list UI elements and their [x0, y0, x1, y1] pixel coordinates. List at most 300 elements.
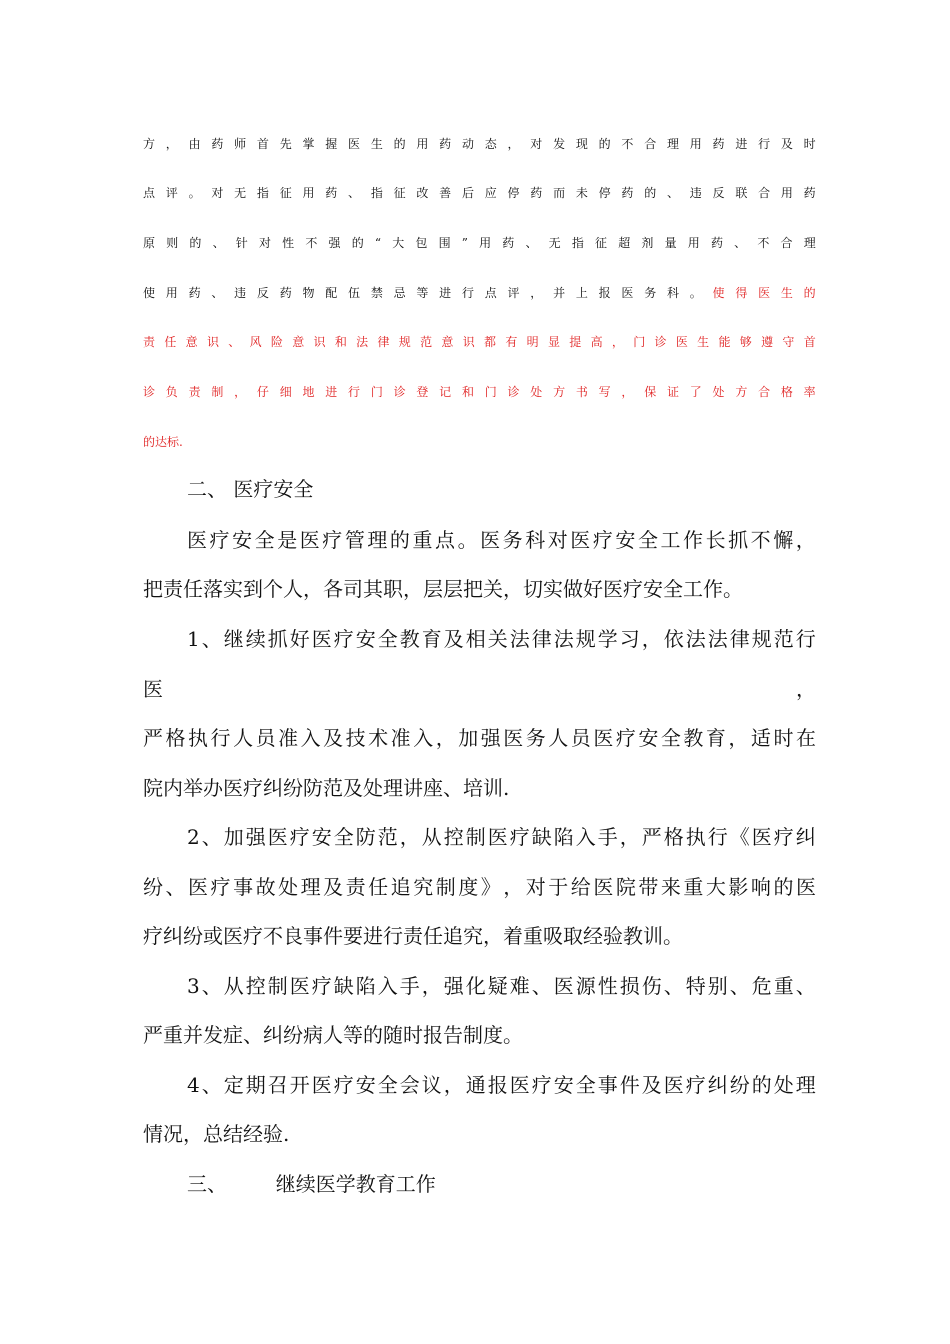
char: 、	[795, 974, 816, 998]
char: 育	[705, 726, 726, 750]
char: 、	[666, 186, 679, 200]
char: ，	[728, 726, 749, 750]
char: 技	[345, 726, 366, 750]
char: 理	[803, 236, 816, 250]
char: 医	[758, 286, 771, 300]
char: ，	[421, 974, 442, 998]
char: 写	[598, 385, 611, 399]
char: 超	[618, 236, 631, 250]
char: 剂	[641, 236, 654, 250]
char: 规	[398, 335, 411, 349]
char: 用	[689, 137, 702, 151]
char: 4	[187, 1073, 200, 1097]
char: 态	[484, 137, 497, 151]
char: 处	[773, 1073, 794, 1097]
char: 、	[228, 335, 241, 349]
list-item-1-line	[143, 675, 816, 703]
char: 的	[773, 875, 794, 899]
char: ，	[234, 385, 247, 399]
small-line-1	[143, 136, 816, 152]
char: 开	[289, 1073, 310, 1097]
char: 门	[633, 335, 646, 349]
char: 纷	[729, 1073, 750, 1097]
char: 对	[211, 186, 224, 200]
char: 陷	[553, 825, 574, 849]
char: 入	[300, 726, 321, 750]
char: 长	[705, 528, 726, 552]
char: 评	[165, 186, 178, 200]
char: 意	[185, 335, 198, 349]
char: 医	[311, 627, 332, 651]
char: 格	[663, 825, 684, 849]
char: 法	[685, 627, 706, 651]
char: 医	[348, 137, 361, 151]
char: 疗	[333, 1073, 354, 1097]
char: 《	[729, 825, 750, 849]
char: 对	[258, 236, 271, 250]
char: 》	[480, 875, 501, 899]
char: 重	[773, 974, 794, 998]
char: 药	[325, 186, 338, 200]
char: ，	[795, 528, 816, 552]
char: 点	[143, 186, 156, 200]
char: 不	[305, 236, 318, 250]
char: 责	[188, 385, 201, 399]
list-item-2-line	[143, 873, 816, 901]
heading-text: 继续医学教育工作	[275, 1172, 436, 1196]
char: 损	[619, 974, 640, 998]
char: 学	[597, 627, 618, 651]
char: 忌	[393, 286, 406, 300]
char: 事	[233, 875, 254, 899]
char: ，	[443, 1073, 464, 1097]
char: 术	[368, 726, 389, 750]
char: 准	[278, 726, 299, 750]
char: 及	[323, 726, 344, 750]
char: 责	[143, 335, 156, 349]
char: 握	[325, 137, 338, 151]
char: 理	[367, 528, 388, 552]
char: 陷	[355, 974, 376, 998]
char: 制	[211, 385, 224, 399]
char: 行	[348, 385, 361, 399]
char: ，	[611, 335, 624, 349]
char: 医	[593, 875, 614, 899]
char: 点	[484, 286, 497, 300]
char: 医	[503, 726, 524, 750]
char: 入	[413, 726, 434, 750]
char: 而	[553, 186, 566, 200]
char: 登	[416, 385, 429, 399]
char: 规	[751, 627, 772, 651]
char: 科	[525, 528, 546, 552]
char: 药	[439, 137, 452, 151]
char: 联	[735, 186, 748, 200]
char: 务	[502, 528, 523, 552]
char: 育	[421, 627, 442, 651]
char: 疗	[209, 528, 230, 552]
char: 化	[465, 974, 486, 998]
char: 工	[660, 528, 681, 552]
char: 缺	[531, 825, 552, 849]
char: 报	[598, 286, 611, 300]
char: 违	[689, 186, 702, 200]
char: 于	[548, 875, 569, 899]
char: 先	[279, 137, 292, 151]
char: 医	[751, 825, 772, 849]
char: 时	[803, 137, 816, 151]
char: 识	[462, 335, 475, 349]
char: 征	[393, 186, 406, 200]
char: 安	[355, 627, 376, 651]
char: 围	[438, 236, 451, 250]
char: 执	[188, 726, 209, 750]
char: 手	[399, 974, 420, 998]
char: 人	[233, 726, 254, 750]
char: 反	[712, 186, 725, 200]
char: 对	[547, 528, 568, 552]
char: 掌	[302, 137, 315, 151]
char: 应	[484, 186, 497, 200]
char: 药	[621, 186, 634, 200]
char: 得	[735, 286, 748, 300]
char: 务	[525, 726, 546, 750]
char: 点	[435, 528, 456, 552]
char: 理	[300, 875, 321, 899]
char: 识	[313, 335, 326, 349]
char: 、	[348, 186, 361, 200]
char: 对	[525, 875, 546, 899]
char: 源	[575, 974, 596, 998]
char: 召	[267, 1073, 288, 1097]
char: 入	[377, 974, 398, 998]
char: 依	[663, 627, 684, 651]
char: 律	[377, 335, 390, 349]
char: 够	[739, 335, 752, 349]
char: 及	[443, 627, 464, 651]
char: 现	[575, 137, 588, 151]
list-item-1-line	[187, 625, 816, 653]
char: 首	[803, 335, 816, 349]
list-item-3-line	[187, 972, 816, 1000]
char: 手	[597, 825, 618, 849]
char: 别	[707, 974, 728, 998]
char: 及	[780, 137, 793, 151]
char: 院	[615, 875, 636, 899]
char: 医	[621, 286, 634, 300]
char: 规	[575, 627, 596, 651]
char: 是	[277, 528, 298, 552]
char: 格	[780, 385, 793, 399]
char: 征	[279, 186, 292, 200]
char: 特	[685, 974, 706, 998]
char: 率	[803, 385, 816, 399]
char: 期	[245, 1073, 266, 1097]
char: 理	[795, 1073, 816, 1097]
char: 合	[644, 137, 657, 151]
char: 用	[479, 236, 492, 250]
char: 、	[201, 974, 222, 998]
char: 的	[598, 137, 611, 151]
char: 入	[575, 825, 596, 849]
char: ，	[165, 137, 178, 151]
char: 任	[164, 335, 177, 349]
text-fragment: 医	[143, 677, 163, 701]
char: 并	[553, 286, 566, 300]
char: “	[374, 236, 382, 250]
char: 医	[593, 726, 614, 750]
char: 疗	[773, 825, 794, 849]
char: 指	[571, 236, 584, 250]
char: 管	[344, 528, 365, 552]
char: 难	[509, 974, 530, 998]
char: 律	[729, 627, 750, 651]
char: 行	[758, 137, 771, 151]
char: 保	[644, 385, 657, 399]
char: 相	[465, 627, 486, 651]
char: 。	[188, 186, 201, 200]
char: 法	[707, 627, 728, 651]
small-line-3	[143, 235, 816, 251]
char: 强	[245, 825, 266, 849]
char: 高	[590, 335, 603, 349]
char: 科	[666, 286, 679, 300]
char: 继	[223, 627, 244, 651]
char: ，	[641, 627, 662, 651]
char: 生	[370, 137, 383, 151]
char: 医	[570, 528, 591, 552]
char: 的	[644, 186, 657, 200]
char: 门	[370, 385, 383, 399]
char: 强	[443, 974, 464, 998]
char: 停	[507, 186, 520, 200]
char: 则	[166, 236, 179, 250]
char: 抓	[728, 528, 749, 552]
char: 、	[165, 875, 186, 899]
char: 方	[553, 385, 566, 399]
char: 、	[734, 236, 747, 250]
char: 给	[570, 875, 591, 899]
char: 加	[458, 726, 479, 750]
char: ，	[507, 137, 520, 151]
char: 用	[780, 186, 793, 200]
char: 险	[270, 335, 283, 349]
char: 全	[575, 1073, 596, 1097]
char: 违	[234, 286, 247, 300]
char: 度	[458, 875, 479, 899]
char: 不	[750, 528, 771, 552]
char: 提	[569, 335, 582, 349]
char: 物	[302, 286, 315, 300]
char: 抓	[267, 627, 288, 651]
char: 未	[575, 186, 588, 200]
char: 医	[487, 825, 508, 849]
char: 记	[439, 385, 452, 399]
char: 疗	[322, 528, 343, 552]
char: 重	[412, 528, 433, 552]
char: 全	[377, 1073, 398, 1097]
char: ，	[503, 875, 524, 899]
char: 药	[803, 186, 816, 200]
char: 议	[421, 1073, 442, 1097]
char: 原	[143, 236, 156, 250]
char: 行	[210, 726, 231, 750]
char: 医	[289, 974, 310, 998]
list-item-2-line: 疗纠纷或医疗不良事件要进行责任追究，着重吸取经验教训。	[143, 924, 683, 948]
char: 的	[803, 286, 816, 300]
char: 的	[389, 528, 410, 552]
char: 、	[531, 974, 552, 998]
char: 从	[421, 825, 442, 849]
char: 懈	[773, 528, 794, 552]
char: 识	[206, 335, 219, 349]
char: 控	[443, 825, 464, 849]
char: ，	[619, 825, 640, 849]
char: 诊	[507, 385, 520, 399]
char: 时	[773, 726, 794, 750]
char: 疗	[685, 1073, 706, 1097]
char: 使	[143, 286, 156, 300]
char: 疗	[531, 1073, 552, 1097]
char: 纠	[795, 825, 816, 849]
char: 处	[530, 385, 543, 399]
char: 会	[399, 1073, 420, 1097]
char: 。	[689, 286, 702, 300]
char: 及	[641, 1073, 662, 1097]
char: 强	[328, 236, 341, 250]
char: 证	[666, 385, 679, 399]
char: 务	[644, 286, 657, 300]
char: 首	[256, 137, 269, 151]
char: 改	[416, 186, 429, 200]
char: 对	[530, 137, 543, 151]
char: 医	[675, 335, 688, 349]
char: 适	[750, 726, 771, 750]
char: 遵	[761, 335, 774, 349]
char: 作	[683, 528, 704, 552]
char: 全	[637, 528, 658, 552]
char: 强	[480, 726, 501, 750]
char: 上	[575, 286, 588, 300]
char: 2	[187, 825, 200, 849]
char: 反	[256, 286, 269, 300]
char: 任	[368, 875, 389, 899]
char: 守	[782, 335, 795, 349]
char: 范	[420, 335, 433, 349]
char: 。	[457, 528, 478, 552]
char: 门	[484, 385, 497, 399]
char: 诊	[143, 385, 156, 399]
char: 不	[621, 137, 634, 151]
char: 响	[750, 875, 771, 899]
char: 药	[279, 286, 292, 300]
char: 范	[377, 825, 398, 849]
char: 3	[187, 974, 200, 998]
char: 细	[279, 385, 292, 399]
char: 员	[570, 726, 591, 750]
char: 和	[461, 385, 474, 399]
char: 医	[187, 528, 207, 552]
paragraph-line: 把责任落实到个人，各司其职，层层把关，切实做好医疗安全工作。	[143, 577, 743, 601]
char: 性	[282, 236, 295, 250]
char: 从	[223, 974, 244, 998]
char: 合	[780, 236, 793, 250]
char: 仔	[256, 385, 269, 399]
char: 生	[780, 286, 793, 300]
char: 续	[245, 627, 266, 651]
char: 安	[638, 726, 659, 750]
char: 进	[735, 137, 748, 151]
char: 纷	[143, 875, 163, 899]
char: 用	[165, 286, 178, 300]
char: 纠	[707, 1073, 728, 1097]
char: 在	[795, 726, 816, 750]
char: 医	[509, 1073, 530, 1097]
char: 律	[531, 627, 552, 651]
char: 合	[758, 385, 771, 399]
char: 显	[547, 335, 560, 349]
char: 1	[187, 627, 200, 651]
small-line-4	[143, 285, 816, 301]
small-line-5	[143, 334, 816, 350]
char: 行	[461, 286, 474, 300]
char: 无	[234, 186, 247, 200]
char: 报	[487, 1073, 508, 1097]
char: 追	[390, 875, 411, 899]
char: 大	[392, 236, 405, 250]
char: 药	[530, 186, 543, 200]
char: 的	[189, 236, 202, 250]
char: 好	[289, 627, 310, 651]
char: 、	[525, 236, 538, 250]
char: 等	[416, 286, 429, 300]
section-heading-medical-safety: 二、 医疗安全	[187, 477, 314, 501]
char: 安	[232, 528, 253, 552]
char: 定	[223, 1073, 244, 1097]
char: 用	[687, 236, 700, 250]
char: 人	[548, 726, 569, 750]
char: 重	[683, 875, 704, 899]
char: 评	[507, 286, 520, 300]
char: 无	[548, 236, 561, 250]
char: 后	[461, 186, 474, 200]
char: 全	[254, 528, 275, 552]
char: ”	[461, 236, 468, 250]
char: 教	[399, 627, 420, 651]
char: 事	[597, 1073, 618, 1097]
char: 通	[465, 1073, 486, 1097]
char: ，	[621, 385, 634, 399]
char: 防	[355, 825, 376, 849]
char: 、	[212, 236, 225, 250]
char: 发	[553, 137, 566, 151]
char: 能	[718, 335, 731, 349]
char: 医	[188, 875, 209, 899]
char: 及	[323, 875, 344, 899]
char: 药	[502, 236, 515, 250]
char: 安	[355, 1073, 376, 1097]
char: 疗	[333, 627, 354, 651]
char: 的	[351, 236, 364, 250]
char: 故	[255, 875, 276, 899]
char: 影	[728, 875, 749, 899]
char: 明	[526, 335, 539, 349]
char: 医	[299, 528, 320, 552]
char: ，	[530, 286, 543, 300]
char: 疗	[210, 875, 231, 899]
char: 由	[188, 137, 201, 151]
char: 安	[311, 825, 332, 849]
